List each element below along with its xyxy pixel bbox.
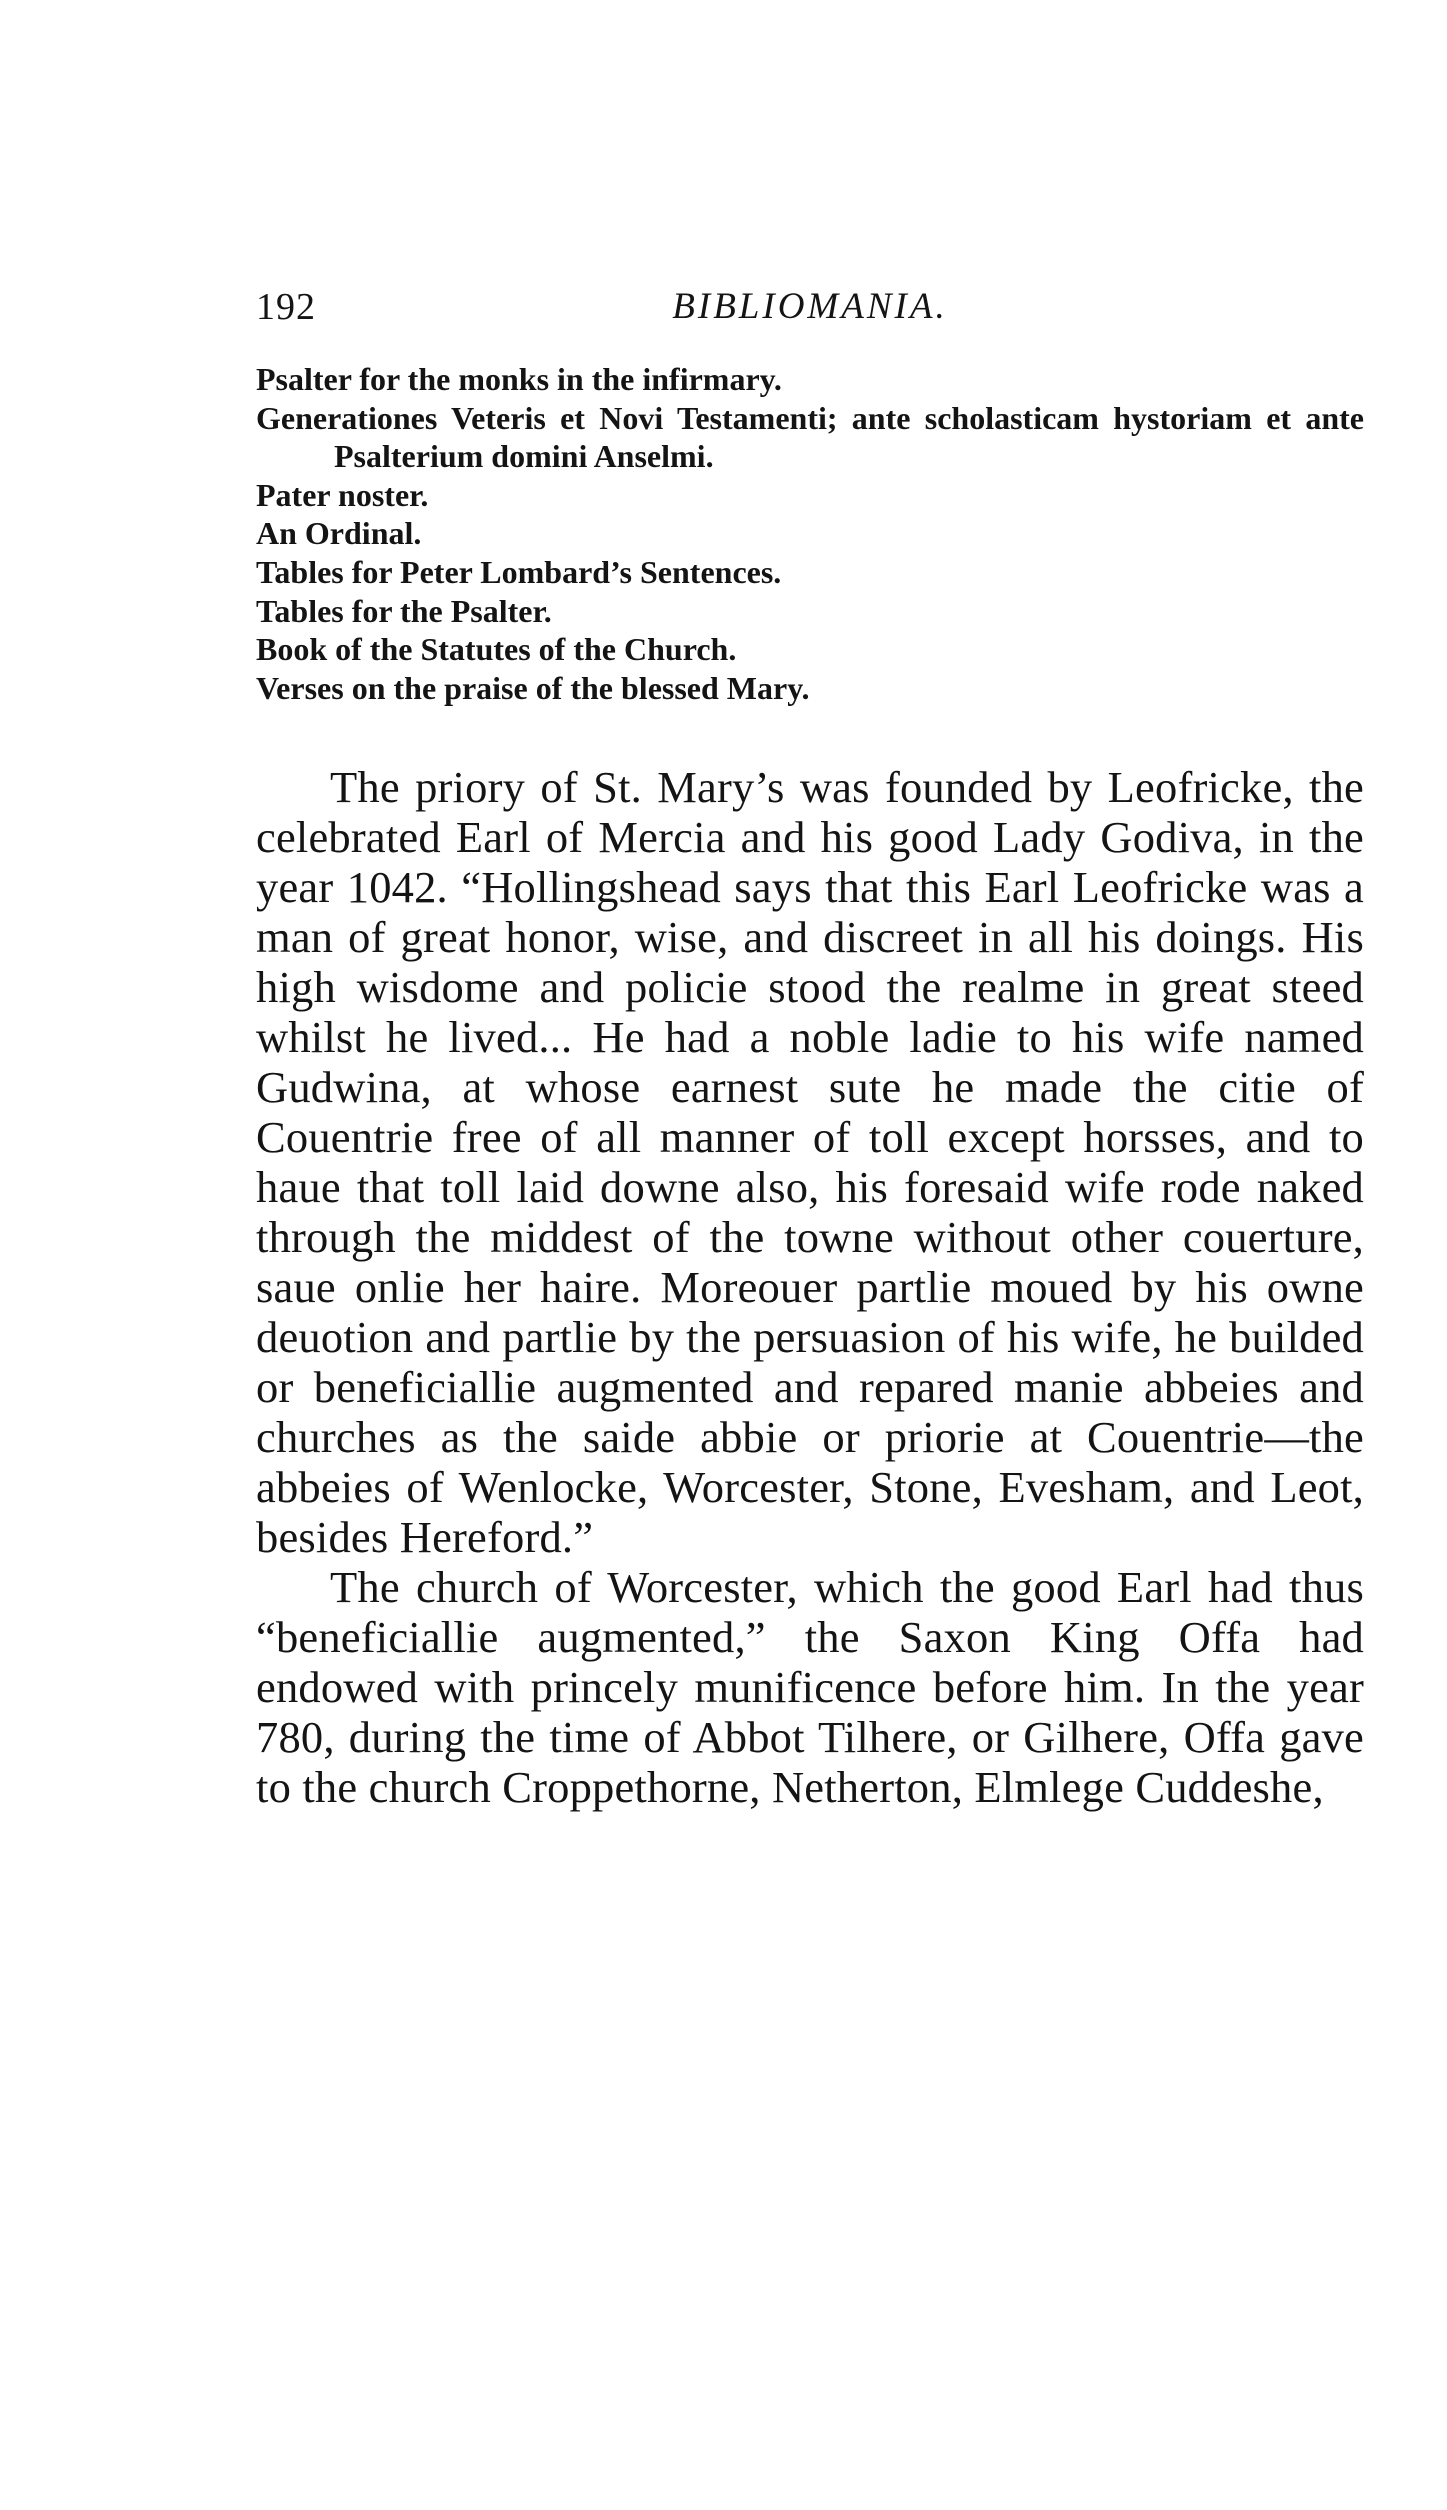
paragraph-priory: The priory of St. Mary’s was founded by Leofricke, the celebrated Earl of Mercia and his good Lady Godiva, in the year 1042. “Hollingshead says that this Earl Leofricke was a man of great honor, wise, and discreet in all his doings. His high wisdome and policie stood the realme in great steed whilst he lived... He had a noble ladie to his wife named Gudwina, at whose earnest sute he made the citie of Couentrie free of all manner of toll except horsses, and to haue that toll laid downe also, his foresaid wife rode naked through the middest of the towne without other couerture, saue onlie her haire. Moreouer partlie moued by his owne deuotion and partlie by the persuasion of his wife, he builded or beneficiallie augmented and repared manie abbeies and churches as the saide abbie or priorie at Couentrie—the abbeies of Wenlocke, Worcester, Stone, Evesham, and Leot, besides Hereford.” [256,762,1364,1562]
page-number: 192 [256,286,316,328]
body-text [256,762,1364,1812]
list-item: Psalter for the monks in the infirmary. [256,361,782,397]
catalogue-list [256,360,1364,707]
paragraph-worcester: The church of Worcester, which the good Earl had thus “beneficiallie augmented,” the Saxon King Offa had endowed with princely munificence before him. In the year 780, during the time of Abbot Tilhere, or Gilhere, Offa gave to the church Croppethorne, Netherton, Elmlege Cuddeshe, [256,1562,1364,1812]
running-title: BIBLIOMANIA. [672,286,948,327]
list-item: Tables for Peter Lombard’s Sentences. [256,553,782,590]
list-item: Generationes Veteris et Novi Testamenti; ante scholasticam hystoriam et ante Psalterium domini Anselmi. [256,399,1364,475]
list-item: Book of the Statutes of the Church. [256,631,737,668]
list-item: Verses on the praise of the blessed Mary. [256,669,810,706]
running-head [256,285,1364,335]
list-item: Pater noster. [256,476,429,513]
list-item: Tables for the Psalter. [256,592,552,629]
list-item: An Ordinal. [256,515,422,552]
